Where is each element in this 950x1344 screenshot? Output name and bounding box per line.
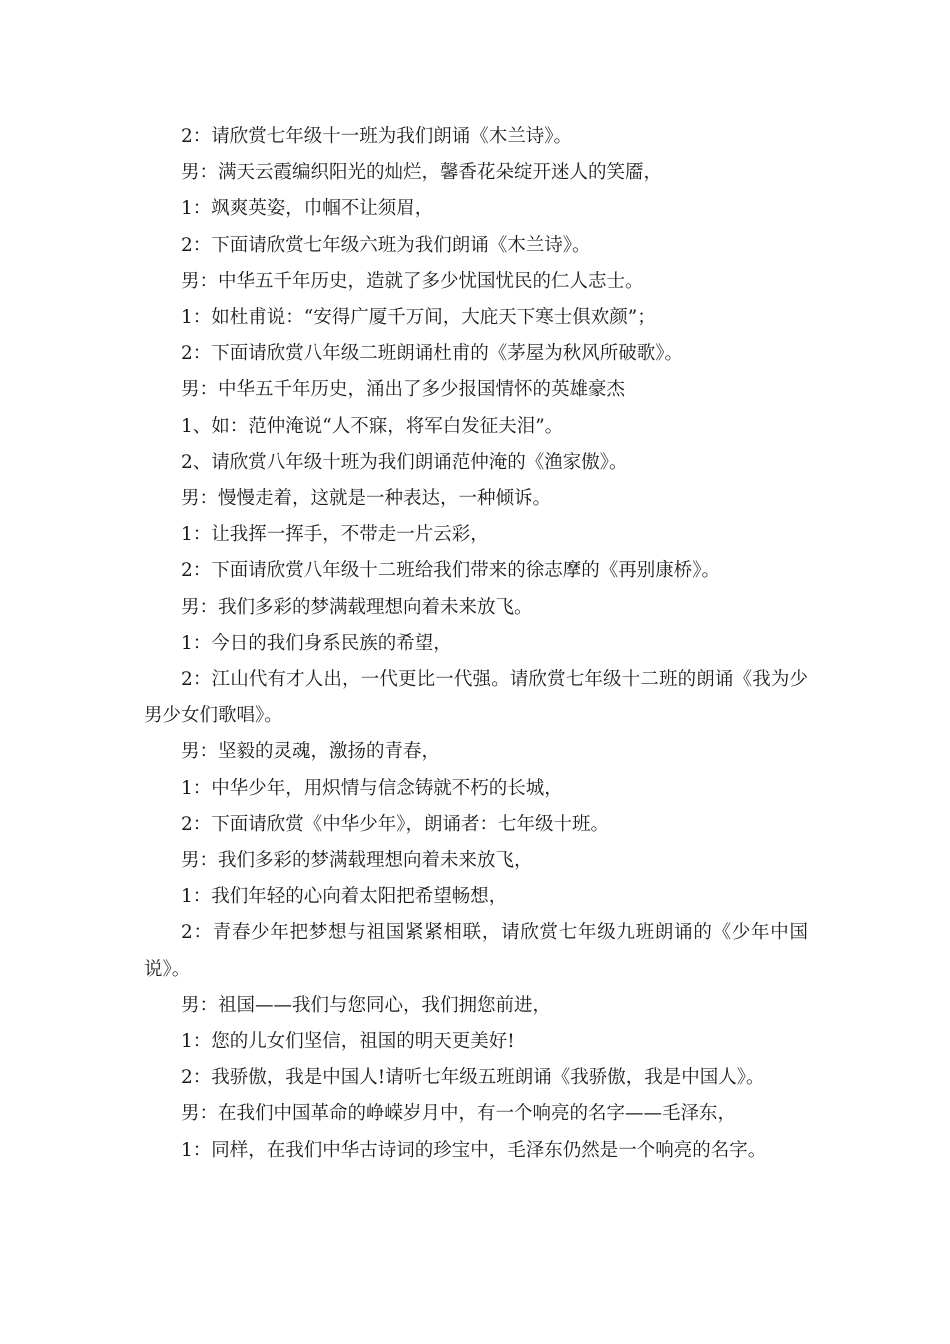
document-body [144,119,808,1169]
paragraph: 男：坚毅的灵魂，激扬的青春， [181,741,441,763]
paragraph: 男：祖国——我们与您同心，我们拥您前进， [181,994,552,1016]
paragraph: 男：中华五千年历史，涌出了多少报国情怀的英雄豪杰 [181,379,626,401]
paragraph: 1：让我挥一挥手，不带走一片云彩， [181,524,489,546]
paragraph: 2、请欣赏八年级十班为我们朗诵范仲淹的《渔家傲》。 [181,451,628,473]
paragraph: 1、如：范仲淹说“人不寐，将军白发征夫泪”。 [181,415,564,437]
paragraph: 男：在我们中国革命的峥嵘岁月中，有一个响亮的名字——毛泽东， [181,1103,737,1125]
paragraph: 2：下面请欣赏八年级二班朗诵杜甫的《茅屋为秋风所破歌》。 [181,343,684,365]
paragraph: 1：您的儿女们坚信，祖国的明天更美好! [181,1031,515,1053]
paragraph: 男：慢慢走着，这就是一种表达，一种倾诉。 [181,488,552,510]
paragraph: 2：我骄傲，我是中国人!请听七年级五班朗诵《我骄傲，我是中国人》。 [181,1067,765,1089]
paragraph: 2：下面请欣赏八年级十二班给我们带来的徐志摩的《再别康桥》。 [181,560,721,582]
paragraph: 2：青春少年把梦想与祖国紧紧相联，请欣赏七年级九班朗诵的《少年中国说》。 [144,922,808,980]
paragraph: 1：同样，在我们中华古诗词的珍宝中，毛泽东仍然是一个响亮的名字。 [181,1139,767,1161]
paragraph: 男：我们多彩的梦满载理想向着未来放飞。 [181,596,533,618]
paragraph: 1：飒爽英姿，巾帼不让须眉， [181,198,434,220]
paragraph: 男：中华五千年历史，造就了多少忧国忧民的仁人志士。 [181,270,644,292]
paragraph: 1：如杜甫说：“安得广厦千万间，大庇天下寒士俱欢颜”； [181,307,656,329]
paragraph: 2：请欣赏七年级十一班为我们朗诵《木兰诗》。 [181,126,573,147]
paragraph: 男：满天云霞编织阳光的灿烂，馨香花朵绽开迷人的笑靥， [181,162,663,184]
paragraph: 2：江山代有才人出，一代更比一代强。请欣赏七年级十二班的朗诵《我为少男少女们歌唱》。 [144,669,808,727]
paragraph: 男：我们多彩的梦满载理想向着未来放飞， [181,850,533,872]
paragraph: 1：我们年轻的心向着太阳把希望畅想， [181,886,508,908]
paragraph: 2：下面请欣赏七年级六班为我们朗诵《木兰诗》。 [181,234,591,256]
paragraph: 2：下面请欣赏《中华少年》，朗诵者：七年级十班。 [181,813,610,835]
paragraph: 1：中华少年，用炽情与信念铸就不朽的长城， [181,777,563,799]
paragraph: 1：今日的我们身系民族的希望， [181,632,452,654]
